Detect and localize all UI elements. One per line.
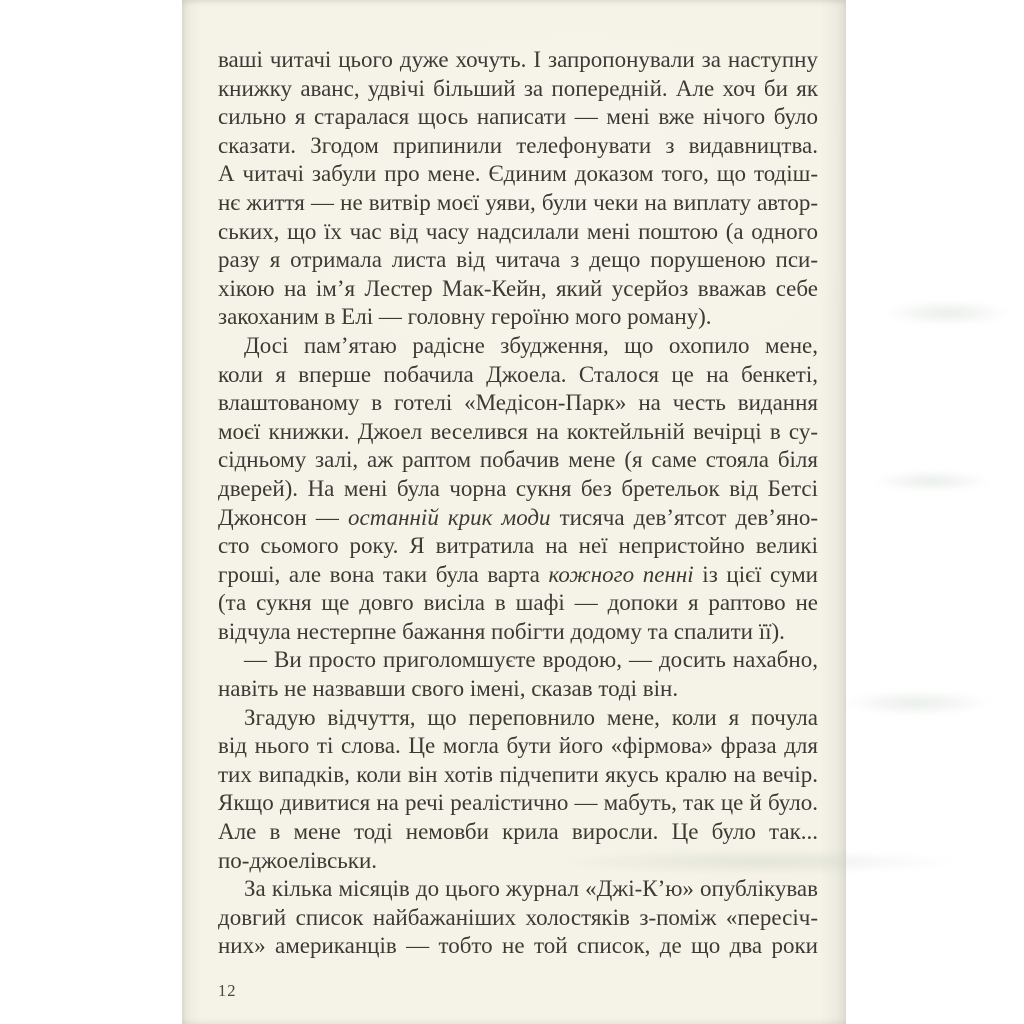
text-line xyxy=(218,103,818,132)
text-run: Досі пам’ятаю радісне збудження, що охопило мене, xyxy=(244,332,818,358)
text-line xyxy=(218,789,818,818)
italic-text-run: останній крик моди xyxy=(348,504,551,530)
text-run: сто сьомого року. Я витратила на неї непристойно великі xyxy=(218,533,818,559)
text-run: Джонсон — xyxy=(218,504,349,530)
text-run: нє життя — не витвір моєї уяви, були чеки на виплату автор- xyxy=(218,189,818,215)
text-line xyxy=(218,847,818,876)
text-run: по-джоелівськи. xyxy=(218,847,378,873)
text-line xyxy=(218,303,818,332)
text-line xyxy=(218,704,818,733)
text-line xyxy=(218,646,818,675)
text-line xyxy=(218,189,818,218)
text-run: дверей). На мені була чорна сукня без бретельок від Бетсі xyxy=(218,475,818,501)
text-line xyxy=(218,132,818,161)
scan-showthrough-artifact xyxy=(872,470,992,492)
text-line xyxy=(218,75,818,104)
text-line xyxy=(218,160,818,189)
text-line xyxy=(218,218,818,247)
text-run: коли я вперше побачила Джоела. Сталося це на бенкеті, xyxy=(218,361,818,387)
text-line xyxy=(218,818,818,847)
text-run: сідньому залі, аж раптом побачив мене (я саме стояла біля xyxy=(218,447,818,473)
text-line xyxy=(218,561,818,590)
text-line xyxy=(218,332,818,361)
text-line xyxy=(218,732,818,761)
text-run: — Ви просто приголомшуєте вродою, — досить нахабно, xyxy=(244,647,818,673)
italic-text-run: кожного пенні xyxy=(548,561,694,587)
text-run: навіть не назвавши свого імені, сказав тоді він. xyxy=(218,676,679,702)
text-line xyxy=(218,46,818,75)
text-line xyxy=(218,675,818,704)
scan-showthrough-artifact xyxy=(882,300,1012,326)
scan-showthrough-artifact xyxy=(842,690,992,716)
text-run: гроші, але вона таки була варта xyxy=(218,561,549,587)
body-text xyxy=(218,46,818,1006)
text-run: закоханим в Елі — головну героїню мого роману). xyxy=(218,304,712,330)
text-run: Згадую відчуття, що переповнило мене, коли я почула xyxy=(244,704,818,730)
text-run: Але в мене тоді немовби крила виросли. Це було так... xyxy=(218,819,818,845)
page-number: 12 xyxy=(218,981,237,1000)
text-line xyxy=(218,475,818,504)
paragraph-container xyxy=(218,46,818,961)
paragraph xyxy=(218,704,818,876)
text-run: сильно я старалася щось написати — мені вже нічого було xyxy=(218,104,818,130)
text-run: За кілька місяців до цього журнал «Джі-К’ю» опублікував xyxy=(244,876,818,902)
text-line xyxy=(218,275,818,304)
text-run: із цієї суми xyxy=(693,561,818,587)
text-line xyxy=(218,761,818,790)
text-run: моєї книжки. Джоел веселився на коктейльній вечірці в су- xyxy=(218,418,818,444)
text-line xyxy=(218,504,818,533)
text-line xyxy=(218,446,818,475)
text-line xyxy=(218,361,818,390)
text-line xyxy=(218,904,818,933)
book-page xyxy=(182,0,846,1024)
text-run: хікою на ім’я Лестер Мак-Кейн, який усерйоз вважав себе xyxy=(218,275,818,301)
text-run: них» американців — тобто не той список, де що два роки xyxy=(218,933,818,959)
text-line xyxy=(218,589,818,618)
text-run: сказати. Згодом припинили телефонувати з видавництва. xyxy=(218,132,818,158)
text-run: відчула нестерпне бажання побігти додому та спалити її). xyxy=(218,618,785,644)
text-line xyxy=(218,532,818,561)
text-run: ваші читачі цього дуже хочуть. І запропонували за наступну xyxy=(218,47,818,72)
text-run: тисяча дев’ятсот дев’яно- xyxy=(550,504,818,530)
text-run: А читачі забули про мене. Єдиним доказом того, що тодіш- xyxy=(218,161,818,187)
text-run: разу я отримала листа від читача з дещо порушеною пси- xyxy=(218,247,818,273)
text-run: Якщо дивитися на речі реалістично — мабуть, так це й було. xyxy=(218,790,818,816)
paragraph xyxy=(218,646,818,703)
text-run: ських, що їх час від часу надсилали мені поштою (а одного xyxy=(218,218,818,244)
text-run: довгий список найбажаніших холостяків з-поміж «пересіч- xyxy=(218,904,818,930)
text-line xyxy=(218,932,818,961)
paragraph xyxy=(218,332,818,647)
text-run: (та сукня ще довго висіла в шафі — допоки я раптово не xyxy=(218,590,818,616)
text-run: книжку аванс, удвічі більший за попередній. Але хоч би як xyxy=(218,75,818,101)
text-run: тих випадків, коли він хотів підчепити якусь кралю на вечір. xyxy=(218,761,818,787)
text-run: влаштованому в готелі «Медісон-Парк» на честь видання xyxy=(218,390,818,416)
text-line xyxy=(218,246,818,275)
text-line xyxy=(218,618,818,647)
text-run: від нього ті слова. Це могла бути його «фірмова» фраза для xyxy=(218,733,818,759)
text-line xyxy=(218,389,818,418)
text-line xyxy=(218,418,818,447)
paragraph xyxy=(218,46,818,332)
paragraph xyxy=(218,875,818,961)
text-line xyxy=(218,875,818,904)
